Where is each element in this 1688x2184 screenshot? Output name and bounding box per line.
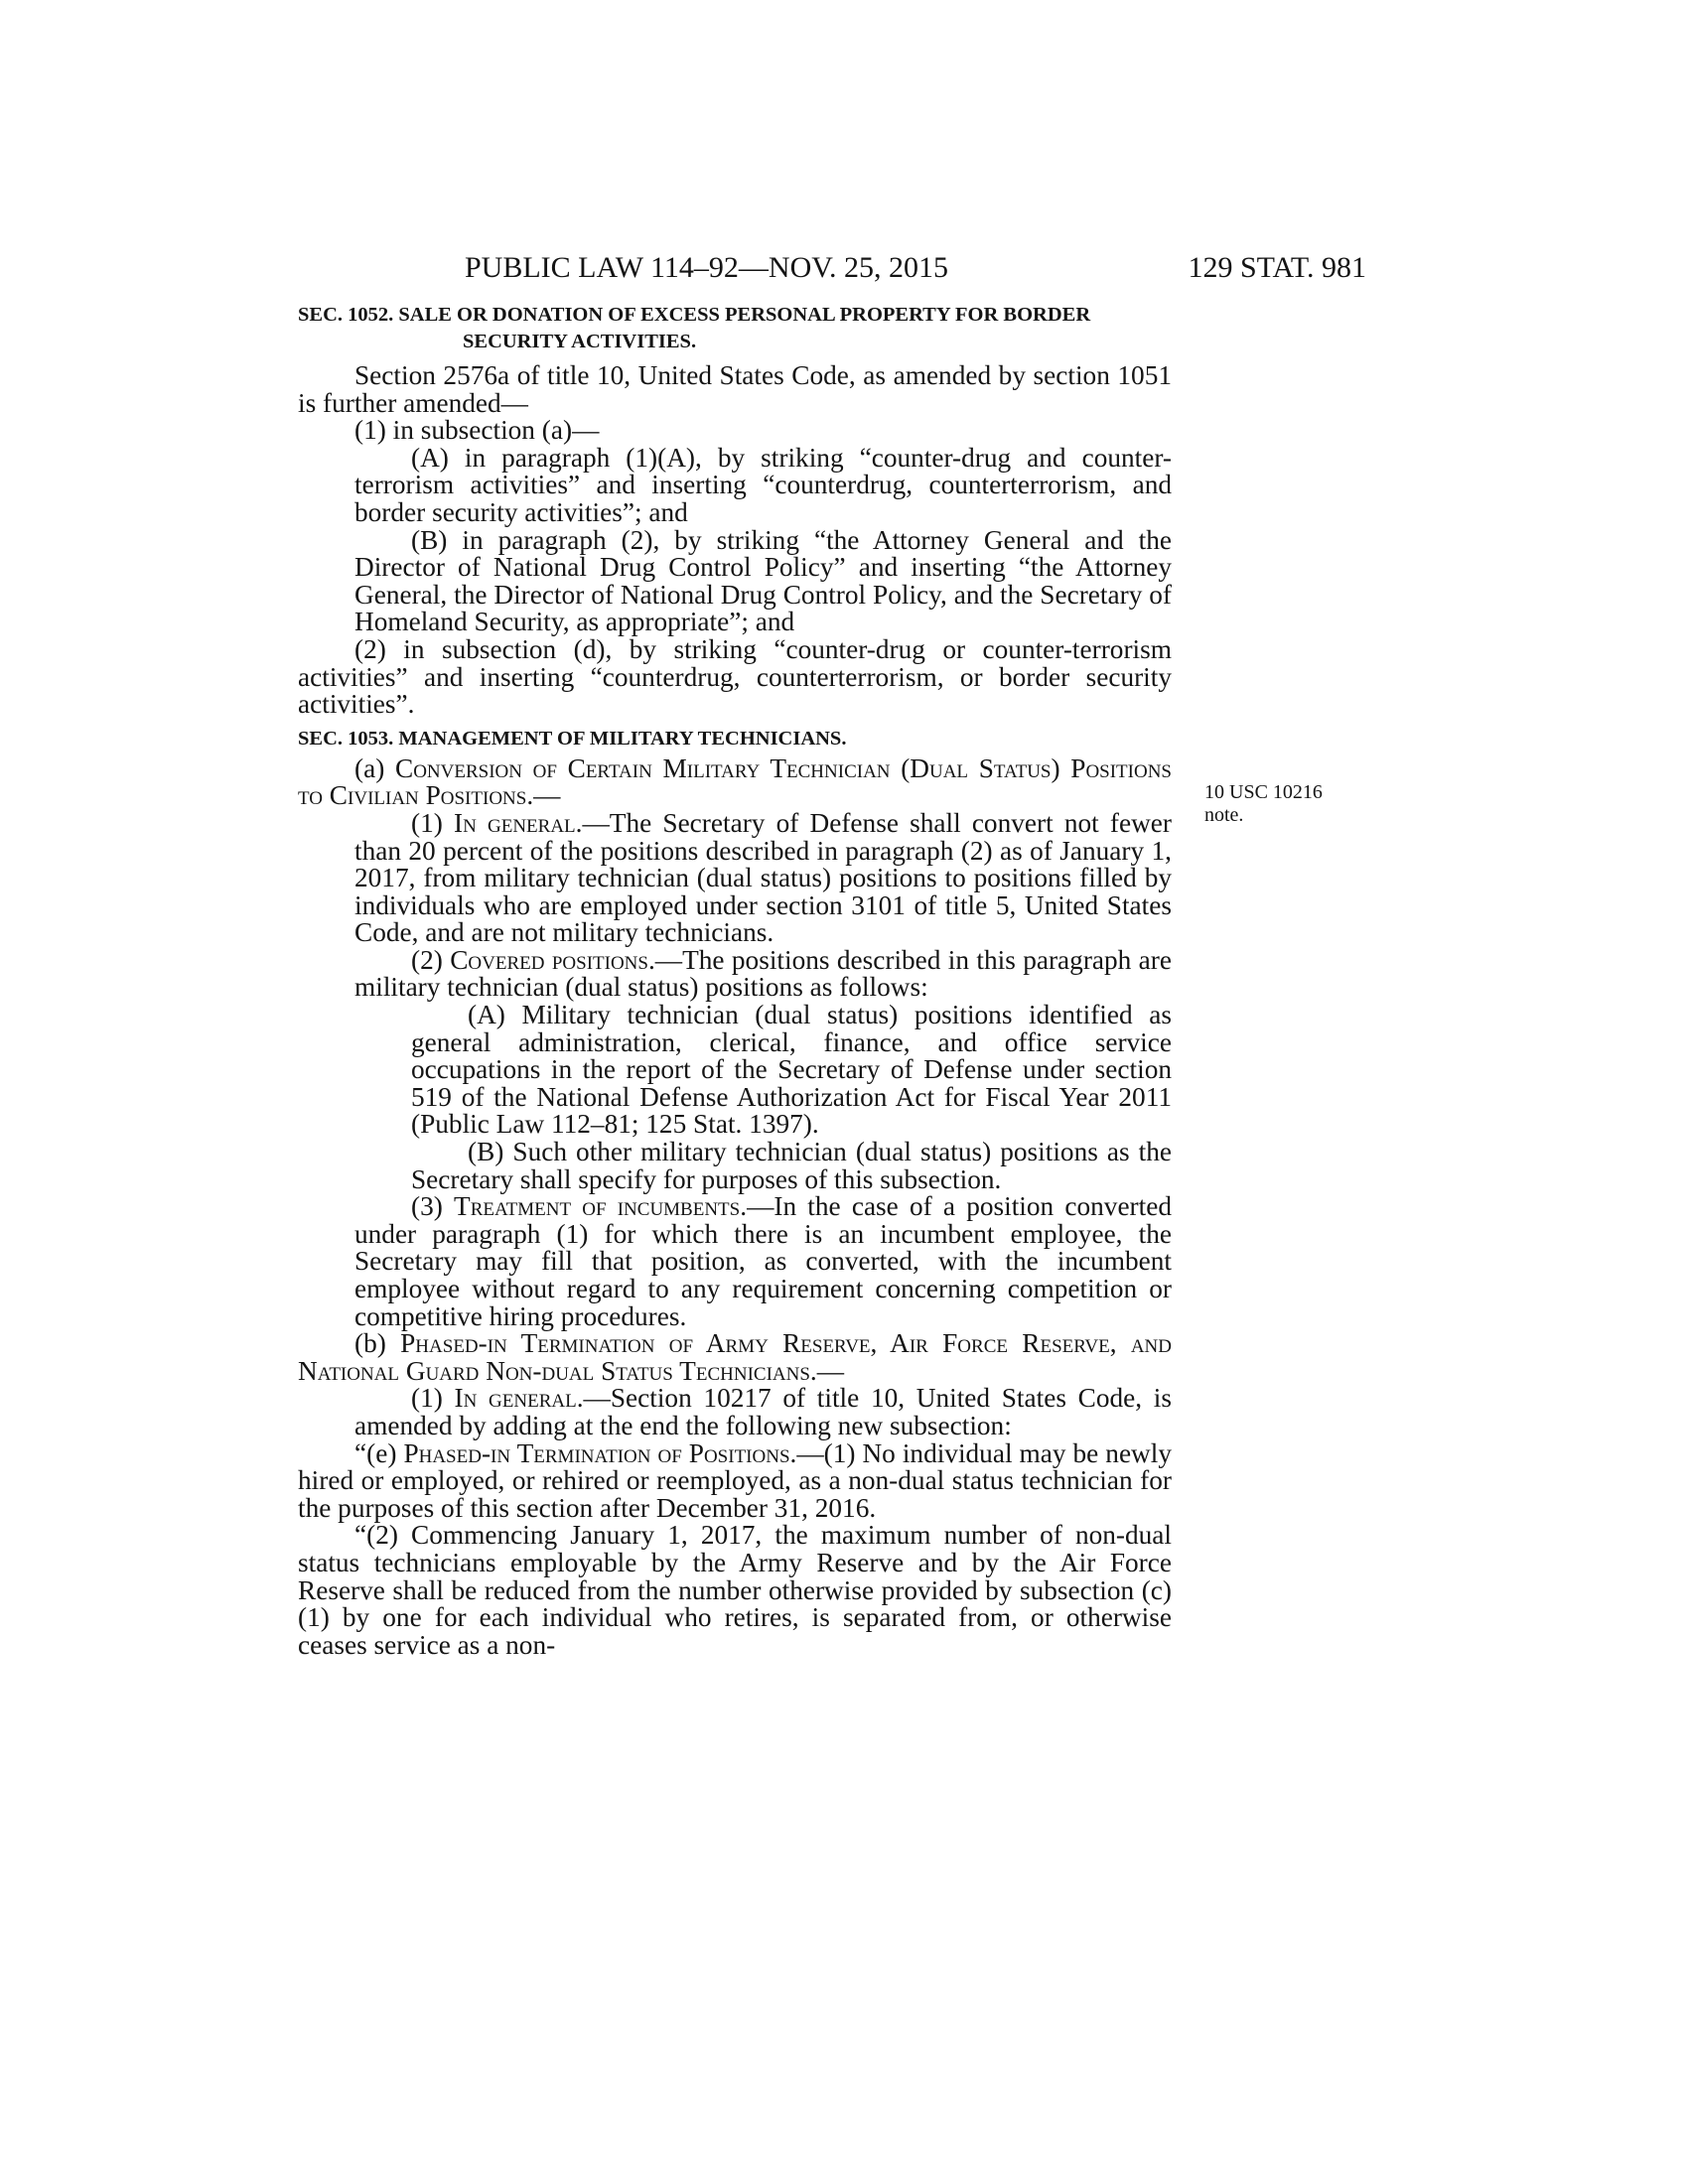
para-2-text: —The positions described in this paragraph are military technician (dual status) positions as follows: [354,944,1173,1003]
section-1052-intro: Section 2576a of title 10, United States Code, as amended by section 1051 is further amended— [298,360,1172,418]
section-1052-subpara-b: (B) in paragraph (2), by striking “the Attorney General and the Director of National Drug Control Policy” and inserting “the Attorney General, the Director of National Drug Control Policy, and the Secretary of Homeland Security, as appropriate”; and [354,524,1172,637]
section-1052-heading: SEC. 1052. SALE OR DONATION OF EXCESS PERSONAL PROPERTY FOR BORDER SECURITY ACTIVITIES. [298,304,1091,352]
para-2-label: (2) [411,944,443,975]
page-body [298,302,1172,1659]
subsection-a-para-2 [298,944,1173,1003]
section-1052-subpara-a: (A) in paragraph (1)(A), by striking “counter-drug and counter-terrorism activities” and inserting “counterdrug, counterterrorism, and border security activities”; and [354,442,1172,527]
margin-note [1204,781,1343,827]
quoted-subsection-e [298,1437,1173,1523]
quoted-e-label: “(e) [354,1437,397,1468]
quoted-e-para-2: “(2) Commencing January 1, 2017, the maximum number of non-dual status technicians employable by the Army Reserve and by the Air Force Reserve shall be reduced from the number otherwise provided by subsection (c)(1) by one for each individual who retires, is separated from, or otherwise ceases service as a non- [298,1520,1172,1660]
para-3-text: —In the case of a position converted under paragraph (1) for which there is an incumbent employee, the Secretary may fill that position, as converted, with the incumbent employee without regard to any requirement concerning competition or competitive hiring procedures. [354,1191,1172,1331]
page-number: 129 STAT. 981 [1188,251,1366,284]
para-1-label: (1) [411,807,443,838]
section-1053-heading: SEC. 1053. MANAGEMENT OF MILITARY TECHNICIANS. [298,727,847,750]
para-1-text: —The Secretary of Defense shall convert not fewer than 20 percent of the positions described in paragraph (2) as of January 1, 2017, from military technician (dual status) positions to positions filled by individuals who are employed under section 3101 of title 5, United States Code, and are not military technicians. [354,807,1172,948]
b-para-1-text: —Section 10217 of title 10, United States Code, is amended by adding at the end the following new subsection: [354,1383,1173,1440]
margin-note-suffix: note. [1204,804,1244,826]
quoted-e-text: —(1) No individual may be newly hired or employed, or rehired or reemployed, as a non-dual status technician for the purposes of this section after December 31, 2016. [298,1437,1173,1523]
running-header [298,250,1366,290]
para-3-label: (3) [411,1191,443,1222]
section-1052-para-2: (2) in subsection (d), by striking “counter-drug or counter-terrorism activities” and inserting “counterdrug, counterterrorism, or border security activities”. [298,633,1172,720]
law-title: PUBLIC LAW 114–92—NOV. 25, 2015 [465,251,949,284]
subsection-b-heading [298,1330,1172,1385]
b-para-1-heading: In general. [454,1383,584,1414]
para-2-subpara-a: (A) Military technician (dual status) positions identified as general administration, clerical, finance, and office service occupations in the report of the Secretary of Defense under section 519 of the National Defense Authorization Act for Fiscal Year 2011 (Public Law 112–81; 125 Stat. 1397). [411,1000,1172,1140]
quoted-e-heading: Phased-in Termination of Positions. [403,1437,797,1468]
para-3-heading: Treatment of incumbents. [454,1191,748,1222]
para-1-heading: In general. [454,807,583,838]
subsection-a-heading [298,752,1172,811]
subsection-a-para-1 [298,807,1172,948]
margin-note-citation: 10 USC 10216 [1204,781,1323,803]
subsection-b-title: Phased-in Termination of Army Reserve, Air Force Reserve, and National Guard Non-dual Status Technicians.— [298,1328,1172,1386]
subsection-a-para-3 [298,1193,1172,1330]
para-2-heading: Covered positions. [450,944,655,975]
subsection-a-label: (a) [354,752,385,783]
subsection-a-title: Conversion of Certain Military Technician (Dual Status) Positions to Civilian Positions.— [298,752,1172,811]
b-para-1-label: (1) [411,1383,443,1414]
para-2-subpara-b: (B) Such other military technician (dual status) positions as the Secretary shall specify for purposes of this subsection. [411,1137,1172,1194]
subsection-b-label: (b) [354,1328,386,1359]
section-1052-para-1: (1) in subsection (a)— [354,415,600,446]
subsection-b-para-1 [298,1385,1172,1439]
